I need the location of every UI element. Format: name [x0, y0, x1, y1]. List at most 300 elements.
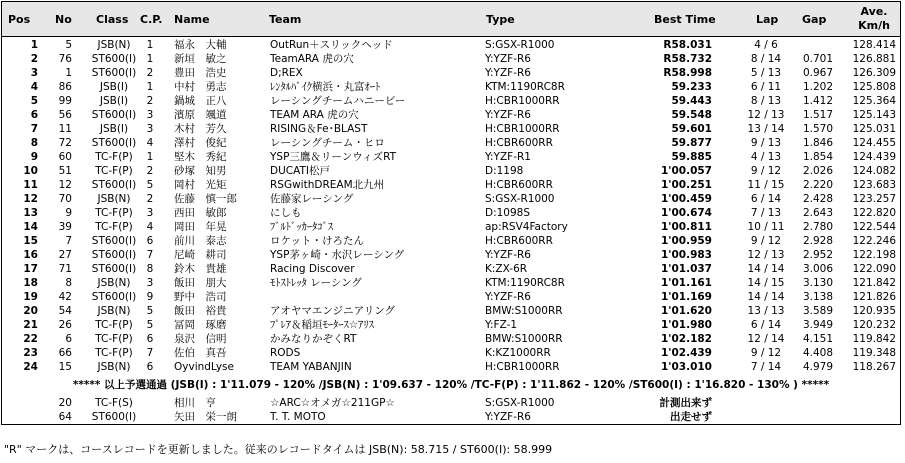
cell-gap: 2.928 [802, 235, 833, 247]
cell-best-time: 1'00.674 [660, 207, 712, 219]
cell-team: T. T. MOTO [270, 411, 326, 423]
cell-class: JSB(I) [99, 95, 129, 107]
cell-class: ST600(I) [91, 137, 137, 149]
cell-type: Y:YZF-R6 [485, 411, 531, 423]
cell-gap: 3.130 [802, 277, 833, 289]
cell-class-position: 6 [146, 361, 154, 373]
cell-lap: 14 / 14 [747, 291, 785, 303]
cell-number: 76 [58, 53, 72, 65]
cell-class: TC-F(P) [95, 347, 133, 359]
table-row [2, 362, 900, 374]
cell-rider-name: 中村 勇志 [174, 81, 227, 93]
cell-machine-type: H:CBR600RR [485, 179, 553, 191]
cell-rider-name: 尼崎 耕司 [174, 249, 227, 261]
table-row [2, 166, 900, 178]
cell-class-position: 1 [146, 39, 154, 51]
table-row [2, 68, 900, 80]
cell-best-time: 59.443 [671, 95, 712, 107]
header-cp: C.P. [140, 13, 163, 26]
cell-machine-type: Y:YZF-R6 [485, 53, 531, 65]
cell-best-time: 59.877 [671, 137, 712, 149]
cell-number: 1 [65, 67, 72, 79]
table-row [2, 264, 900, 276]
table-row [2, 278, 900, 290]
cell-lap: 7 / 13 [750, 207, 782, 219]
cell-lap: 9 / 12 [750, 165, 782, 177]
cell-lap: 8 / 13 [750, 95, 782, 107]
cell-rider-name: 澤村 俊紀 [174, 137, 227, 149]
table-row [2, 180, 900, 192]
cell-cls: ST600(I) [91, 411, 137, 423]
cell-rider-name: 濱原 颯道 [174, 109, 227, 121]
cell-machine-type: BMW:S1000RR [485, 333, 563, 345]
cell-class-position: 3 [146, 109, 154, 121]
cell-class: JSB(I) [99, 81, 129, 93]
header-class: Class [96, 13, 129, 26]
table-row [2, 138, 900, 150]
record-footnote: "R" マークは、コースレコードを更新しました。従来のレコードタイムは JSB(N): 58.715 / ST600(I): 58.999 [4, 443, 553, 456]
cell-machine-type: H:CBR600RR [485, 137, 553, 149]
table-row [2, 306, 900, 318]
cell-machine-type: S:GSX-R1000 [485, 193, 555, 205]
cell-class: ST600(I) [91, 263, 137, 275]
cell-class-position: 1 [146, 53, 154, 65]
cell-gap: 2.220 [802, 179, 833, 191]
cell-gap: 1.570 [802, 123, 833, 135]
cell-pos: 4 [30, 81, 38, 93]
cell-cls: TC-F(S) [95, 397, 133, 409]
cell-rider-name: 佐藤 慎一郎 [174, 193, 237, 205]
cell-pos: 11 [23, 179, 38, 191]
cell-class: TC-F(P) [95, 319, 133, 331]
cell-gap: 1.517 [802, 109, 833, 121]
cell-rider-name: 岡村 光矩 [174, 179, 227, 191]
cell-team: ﾓﾄｽﾄﾚｯﾀ レーシング [270, 277, 362, 289]
cell-pos: 13 [23, 207, 38, 219]
table-row [2, 194, 900, 206]
cell-class-position: 7 [146, 347, 154, 359]
cell-machine-type: KTM:1190RC8R [485, 277, 565, 289]
cell-best-time: 1'01.037 [660, 263, 712, 275]
cell-best-time: 1'01.620 [660, 305, 712, 317]
cell-pos: 21 [23, 319, 38, 331]
cell-best-time: 59.548 [671, 109, 712, 121]
cell-team: 佐藤家レーシング [270, 193, 354, 205]
cell-gap: 2.780 [802, 221, 833, 233]
cell-class: ST600(I) [91, 179, 137, 191]
cell-class: ST600(I) [91, 235, 137, 247]
cell-class-position: 9 [146, 291, 154, 303]
cell-team: DUCATI松戸 [270, 165, 330, 177]
cell-average-speed: 125.364 [852, 95, 896, 107]
cell-machine-type: D:1198 [485, 165, 524, 177]
table-row [2, 292, 900, 304]
cell-average-speed: 125.143 [852, 109, 896, 121]
cell-machine-type: ap:RSV4Factory [485, 221, 568, 233]
cell-machine-type: K:ZX-6R [485, 263, 528, 275]
header-kmh: Km/h [858, 19, 890, 32]
cell-type: S:GSX-R1000 [485, 397, 555, 409]
cell-average-speed: 124.455 [852, 137, 896, 149]
cell-average-speed: 124.439 [852, 151, 896, 163]
cell-number: 9 [65, 207, 72, 219]
cell-best-time: 1'01.161 [660, 277, 712, 289]
cell-pos: 23 [23, 347, 38, 359]
table-row [2, 208, 900, 220]
cell-class-position: 4 [146, 137, 154, 149]
cell-average-speed: 123.257 [852, 193, 896, 205]
cell-average-speed: 122.544 [852, 221, 896, 233]
cell-pos: 5 [30, 95, 38, 107]
cell-machine-type: S:GSX-R1000 [485, 39, 555, 51]
cell-name: 相川 亨 [174, 397, 216, 409]
cell-team: にしも [270, 207, 302, 219]
cell-number: 99 [58, 95, 72, 107]
cell-number: 71 [58, 263, 72, 275]
cell-team: RISING＆Fe･BLAST [270, 123, 368, 135]
cell-team: D;REX [270, 67, 303, 79]
table-row [2, 334, 900, 346]
table-row [2, 348, 900, 360]
cell-pos: 6 [30, 109, 38, 121]
cell-gap: 3.949 [802, 319, 833, 331]
cell-team: ﾚﾝﾀﾙﾊﾞｲｸ横浜・丸富ｵｰﾄ [270, 81, 381, 93]
cell-lap: 9 / 13 [750, 137, 782, 149]
cell-number: 6 [65, 333, 72, 345]
cell-number: 66 [58, 347, 72, 359]
cell-number: 5 [65, 39, 72, 51]
cell-lap: 14 / 15 [747, 277, 785, 289]
cell-lap: 7 / 14 [750, 361, 782, 373]
cell-class: JSB(N) [97, 193, 131, 205]
cell-class: TC-F(P) [95, 151, 133, 163]
cell-team: ☆ARC☆オメガ☆211GP☆ [270, 397, 395, 409]
cell-number: 54 [58, 305, 72, 317]
cell-no: 64 [58, 411, 72, 423]
cell-best-time: 1'00.959 [660, 235, 712, 247]
cell-average-speed: 122.198 [852, 249, 896, 261]
header-gap: Gap [802, 13, 827, 26]
cell-class-position: 8 [146, 263, 154, 275]
cell-pos: 10 [23, 165, 38, 177]
cell-average-speed: 119.842 [852, 333, 896, 345]
cell-class-position: 2 [146, 95, 154, 107]
cell-number: 60 [58, 151, 72, 163]
cell-number: 86 [58, 81, 72, 93]
cell-team: YSP茅ヶ崎・水沢レーシング [270, 249, 405, 261]
cell-class-position: 4 [146, 221, 154, 233]
cell-team: ﾌﾟﾚｱ＆稲垣ﾓｰﾀｰｽ☆ｱﾘｽ [270, 319, 374, 331]
cell-rider-name: 西田 敏郎 [174, 207, 227, 219]
cell-lap: 9 / 12 [750, 235, 782, 247]
cell-lap: 9 / 12 [750, 347, 782, 359]
cell-lap: 13 / 13 [747, 305, 785, 317]
cell-gap: 1.202 [802, 81, 833, 93]
cell-rider-name: 前川 泰志 [174, 235, 227, 247]
cell-best-time: 1'02.439 [660, 347, 712, 359]
cell-number: 11 [58, 123, 72, 135]
cell-class-position: 2 [146, 193, 154, 205]
cell-average-speed: 124.082 [852, 165, 896, 177]
cell-pos: 17 [23, 263, 38, 275]
cell-average-speed: 123.683 [852, 179, 896, 191]
cell-rider-name: 飯田 裕貴 [174, 305, 227, 317]
cell-machine-type: D:1098S [485, 207, 531, 219]
cell-number: 7 [65, 235, 72, 247]
table-row [2, 222, 900, 234]
cell-team: OutRun＋スリックヘッド [270, 39, 393, 51]
cell-lap: 11 / 15 [747, 179, 785, 191]
cell-gap: 4.979 [802, 361, 833, 373]
cell-lap: 4 / 13 [750, 151, 782, 163]
cell-lap: 14 / 14 [747, 263, 785, 275]
cell-best-time: 1'02.182 [660, 333, 712, 345]
cell-average-speed: 125.031 [852, 123, 896, 135]
cell-pos: 3 [30, 67, 38, 79]
cell-rider-name: 岡田 年晃 [174, 221, 227, 233]
cell-pos: 7 [30, 123, 38, 135]
cell-class-position: 5 [146, 179, 154, 191]
header-name: Name [174, 13, 210, 26]
cell-pos: 2 [30, 53, 38, 65]
cell-average-speed: 128.414 [852, 39, 896, 51]
cell-pos: 8 [30, 137, 38, 149]
cell-rider-name: 豊田 浩史 [174, 67, 227, 79]
cell-rider-name: 佐伯 真吾 [174, 347, 227, 359]
cell-number: 27 [58, 249, 72, 261]
cell-lap: 12 / 13 [747, 109, 785, 121]
header-ave: Ave. [860, 5, 888, 18]
cell-class-position: 1 [146, 151, 154, 163]
cell-class: TC-F(P) [95, 221, 133, 233]
cell-lap: 6 / 14 [750, 319, 782, 331]
cell-team: かみなりかぞくRT [270, 333, 357, 345]
cell-number: 72 [58, 137, 72, 149]
table-row [2, 82, 900, 94]
cell-number: 26 [58, 319, 72, 331]
cell-rider-name: 野中 浩司 [174, 291, 227, 303]
cell-class: TC-F(P) [95, 333, 133, 345]
cell-gap: 0.967 [802, 67, 833, 79]
cell-class: JSB(N) [97, 361, 131, 373]
cell-machine-type: Y:YZF-R6 [485, 291, 531, 303]
cell-machine-type: Y:YZF-R6 [485, 67, 531, 79]
qualifying-rule-line: ***** 以上予選通過 (JSB(I) : 1'11.079 - 120% /JSB(N) : 1'09.637 - 120% /TC-F(P) : 1'11.862 - 120% /ST600(I) : 1'16.820 - 130% ) ***** [72, 379, 830, 391]
table-row [2, 152, 900, 164]
cell-class: JSB(N) [97, 305, 131, 317]
cell-best-time: 1'01.980 [660, 319, 712, 331]
cell-rider-name: 堅木 秀紀 [174, 151, 227, 163]
cell-team: レーシングチームハニービー [270, 95, 406, 107]
cell-machine-type: Y:FZ-1 [485, 319, 518, 331]
cell-team: Racing Discover [270, 263, 355, 275]
cell-average-speed: 122.246 [852, 235, 896, 247]
cell-gap: 3.589 [802, 305, 833, 317]
cell-rider-name: 冨岡 琢磨 [174, 319, 227, 331]
cell-best-time: R58.732 [663, 53, 712, 65]
cell-class: ST600(I) [91, 53, 137, 65]
cell-no: 20 [58, 397, 72, 409]
cell-class-position: 2 [146, 67, 154, 79]
table-row [2, 250, 900, 262]
cell-number: 51 [58, 165, 72, 177]
cell-lap: 6 / 11 [750, 81, 782, 93]
cell-class-position: 1 [146, 81, 154, 93]
cell-pos: 19 [23, 291, 38, 303]
cell-average-speed: 126.309 [852, 67, 896, 79]
cell-average-speed: 125.808 [852, 81, 896, 93]
cell-team: TeamARA 虎の穴 [270, 53, 354, 65]
cell-pos: 18 [23, 277, 38, 289]
cell-average-speed: 126.881 [852, 53, 896, 65]
cell-pos: 16 [23, 249, 38, 261]
cell-gap: 3.006 [802, 263, 833, 275]
cell-class-position: 6 [146, 333, 154, 345]
cell-pos: 15 [23, 235, 38, 247]
cell-rider-name: 砂塚 知男 [174, 165, 227, 177]
header-no: No [55, 13, 72, 26]
cell-lap: 13 / 14 [747, 123, 785, 135]
cell-number: 70 [58, 193, 72, 205]
cell-machine-type: H:CBR1000RR [485, 361, 560, 373]
cell-number: 42 [58, 291, 72, 303]
table-row [2, 96, 900, 108]
cell-class: ST600(I) [91, 67, 137, 79]
cell-pos: 22 [23, 333, 38, 345]
cell-rider-name: 木村 芳久 [174, 123, 227, 135]
cell-class-position: 3 [146, 123, 154, 135]
cell-gap: 4.151 [802, 333, 833, 345]
cell-machine-type: Y:YZF-R6 [485, 249, 531, 261]
cell-best-time: R58.031 [663, 39, 712, 51]
cell-lap: 4 / 6 [754, 39, 778, 51]
cell-class-position: 5 [146, 305, 154, 317]
table-row [2, 40, 900, 52]
cell-rider-name: 新垣 敏之 [174, 53, 227, 65]
cell-average-speed: 120.935 [852, 305, 896, 317]
cell-best-time: 1'01.169 [660, 291, 712, 303]
cell-class: TC-F(P) [95, 207, 133, 219]
cell-gap: 2.428 [802, 193, 833, 205]
cell-team: アオヤマエンジニアリング [270, 305, 396, 317]
cell-name: 矢田 栄一朗 [174, 411, 237, 423]
cell-class: TC-F(P) [95, 165, 133, 177]
cell-team: TEAM ARA 虎の穴 [270, 109, 359, 121]
cell-team: TEAM YABANJIN [270, 361, 352, 373]
cell-class-position: 2 [146, 165, 154, 177]
cell-average-speed: 118.267 [852, 361, 896, 373]
cell-class-position: 6 [146, 235, 154, 247]
cell-gap: 2.952 [802, 249, 833, 261]
cell-gap: 2.643 [802, 207, 833, 219]
cell-best-time: 59.233 [671, 81, 712, 93]
cell-team: レーシングチーム・ヒロ [270, 137, 385, 149]
cell-number: 12 [58, 179, 72, 191]
cell-team: RSGwithDREAM北九州 [270, 179, 385, 191]
cell-status: 計測出来ず [659, 397, 712, 409]
cell-lap: 12 / 14 [747, 333, 785, 345]
cell-best-time: 1'00.983 [660, 249, 712, 261]
header-lap: Lap [756, 13, 779, 26]
cell-gap: 1.846 [802, 137, 833, 149]
cell-average-speed: 120.232 [852, 319, 896, 331]
cell-class: JSB(I) [99, 123, 129, 135]
cell-best-time: 1'00.251 [660, 179, 712, 191]
cell-team: RODS [270, 347, 301, 359]
cell-pos: 12 [23, 193, 38, 205]
cell-class-position: 7 [146, 249, 154, 261]
cell-pos: 24 [23, 361, 38, 373]
table-row [2, 54, 900, 66]
cell-gap: 2.026 [802, 165, 833, 177]
cell-class-position: 5 [146, 319, 154, 331]
cell-machine-type: BMW:S1000RR [485, 305, 563, 317]
cell-lap: 10 / 11 [747, 221, 785, 233]
cell-lap: 8 / 14 [750, 53, 782, 65]
cell-rider-name: 飯田 朋大 [174, 277, 227, 289]
header-pos: Pos [8, 13, 31, 26]
cell-best-time: 59.885 [671, 151, 712, 163]
cell-rider-name: 鍋城 正八 [174, 95, 227, 107]
cell-class: JSB(N) [97, 277, 131, 289]
cell-machine-type: K:KZ1000RR [485, 347, 551, 359]
cell-class: ST600(I) [91, 291, 137, 303]
cell-class-position: 3 [146, 277, 154, 289]
table-row [2, 320, 900, 332]
cell-best-time: 59.601 [671, 123, 712, 135]
cell-team: YSP三鷹＆リーンウィズRT [270, 151, 397, 163]
cell-lap: 5 / 13 [750, 67, 782, 79]
cell-gap: 4.408 [802, 347, 833, 359]
cell-status: 出走せず [670, 411, 712, 423]
cell-number: 8 [65, 277, 72, 289]
cell-class: ST600(I) [91, 249, 137, 261]
cell-pos: 1 [30, 39, 38, 51]
cell-number: 39 [58, 221, 72, 233]
cell-best-time: 1'00.811 [660, 221, 712, 233]
cell-best-time: R58.998 [663, 67, 712, 79]
cell-lap: 12 / 13 [747, 249, 785, 261]
cell-rider-name: 福永 大輔 [174, 39, 227, 51]
cell-best-time: 1'03.010 [660, 361, 712, 373]
cell-pos: 20 [23, 305, 38, 317]
header-team: Team [269, 13, 302, 26]
cell-team: ロケット・けろたん [270, 235, 364, 247]
cell-average-speed: 119.348 [852, 347, 896, 359]
cell-rider-name: OyvindLyse [174, 361, 234, 373]
results-table [1, 1, 901, 425]
cell-average-speed: 122.090 [852, 263, 896, 275]
cell-rider-name: 鈴木 貴雄 [174, 263, 227, 275]
cell-rider-name: 泉沢 信明 [174, 333, 227, 345]
cell-number: 15 [58, 361, 72, 373]
cell-class: ST600(I) [91, 109, 137, 121]
cell-gap: 1.412 [802, 95, 833, 107]
cell-machine-type: KTM:1190RC8R [485, 81, 565, 93]
cell-average-speed: 121.842 [852, 277, 896, 289]
cell-machine-type: Y:YZF-R6 [485, 109, 531, 121]
cell-machine-type: Y:YZF-R1 [485, 151, 531, 163]
cell-machine-type: H:CBR600RR [485, 235, 553, 247]
cell-machine-type: H:CBR1000RR [485, 95, 560, 107]
cell-team: ﾌﾞﾙﾄﾞｯｶｰﾀｺﾞｽ [270, 221, 333, 233]
cell-lap: 6 / 14 [750, 193, 782, 205]
table-row [2, 236, 900, 248]
cell-average-speed: 122.820 [852, 207, 896, 219]
cell-number: 56 [58, 109, 72, 121]
cell-machine-type: H:CBR1000RR [485, 123, 560, 135]
table-row [2, 110, 900, 122]
